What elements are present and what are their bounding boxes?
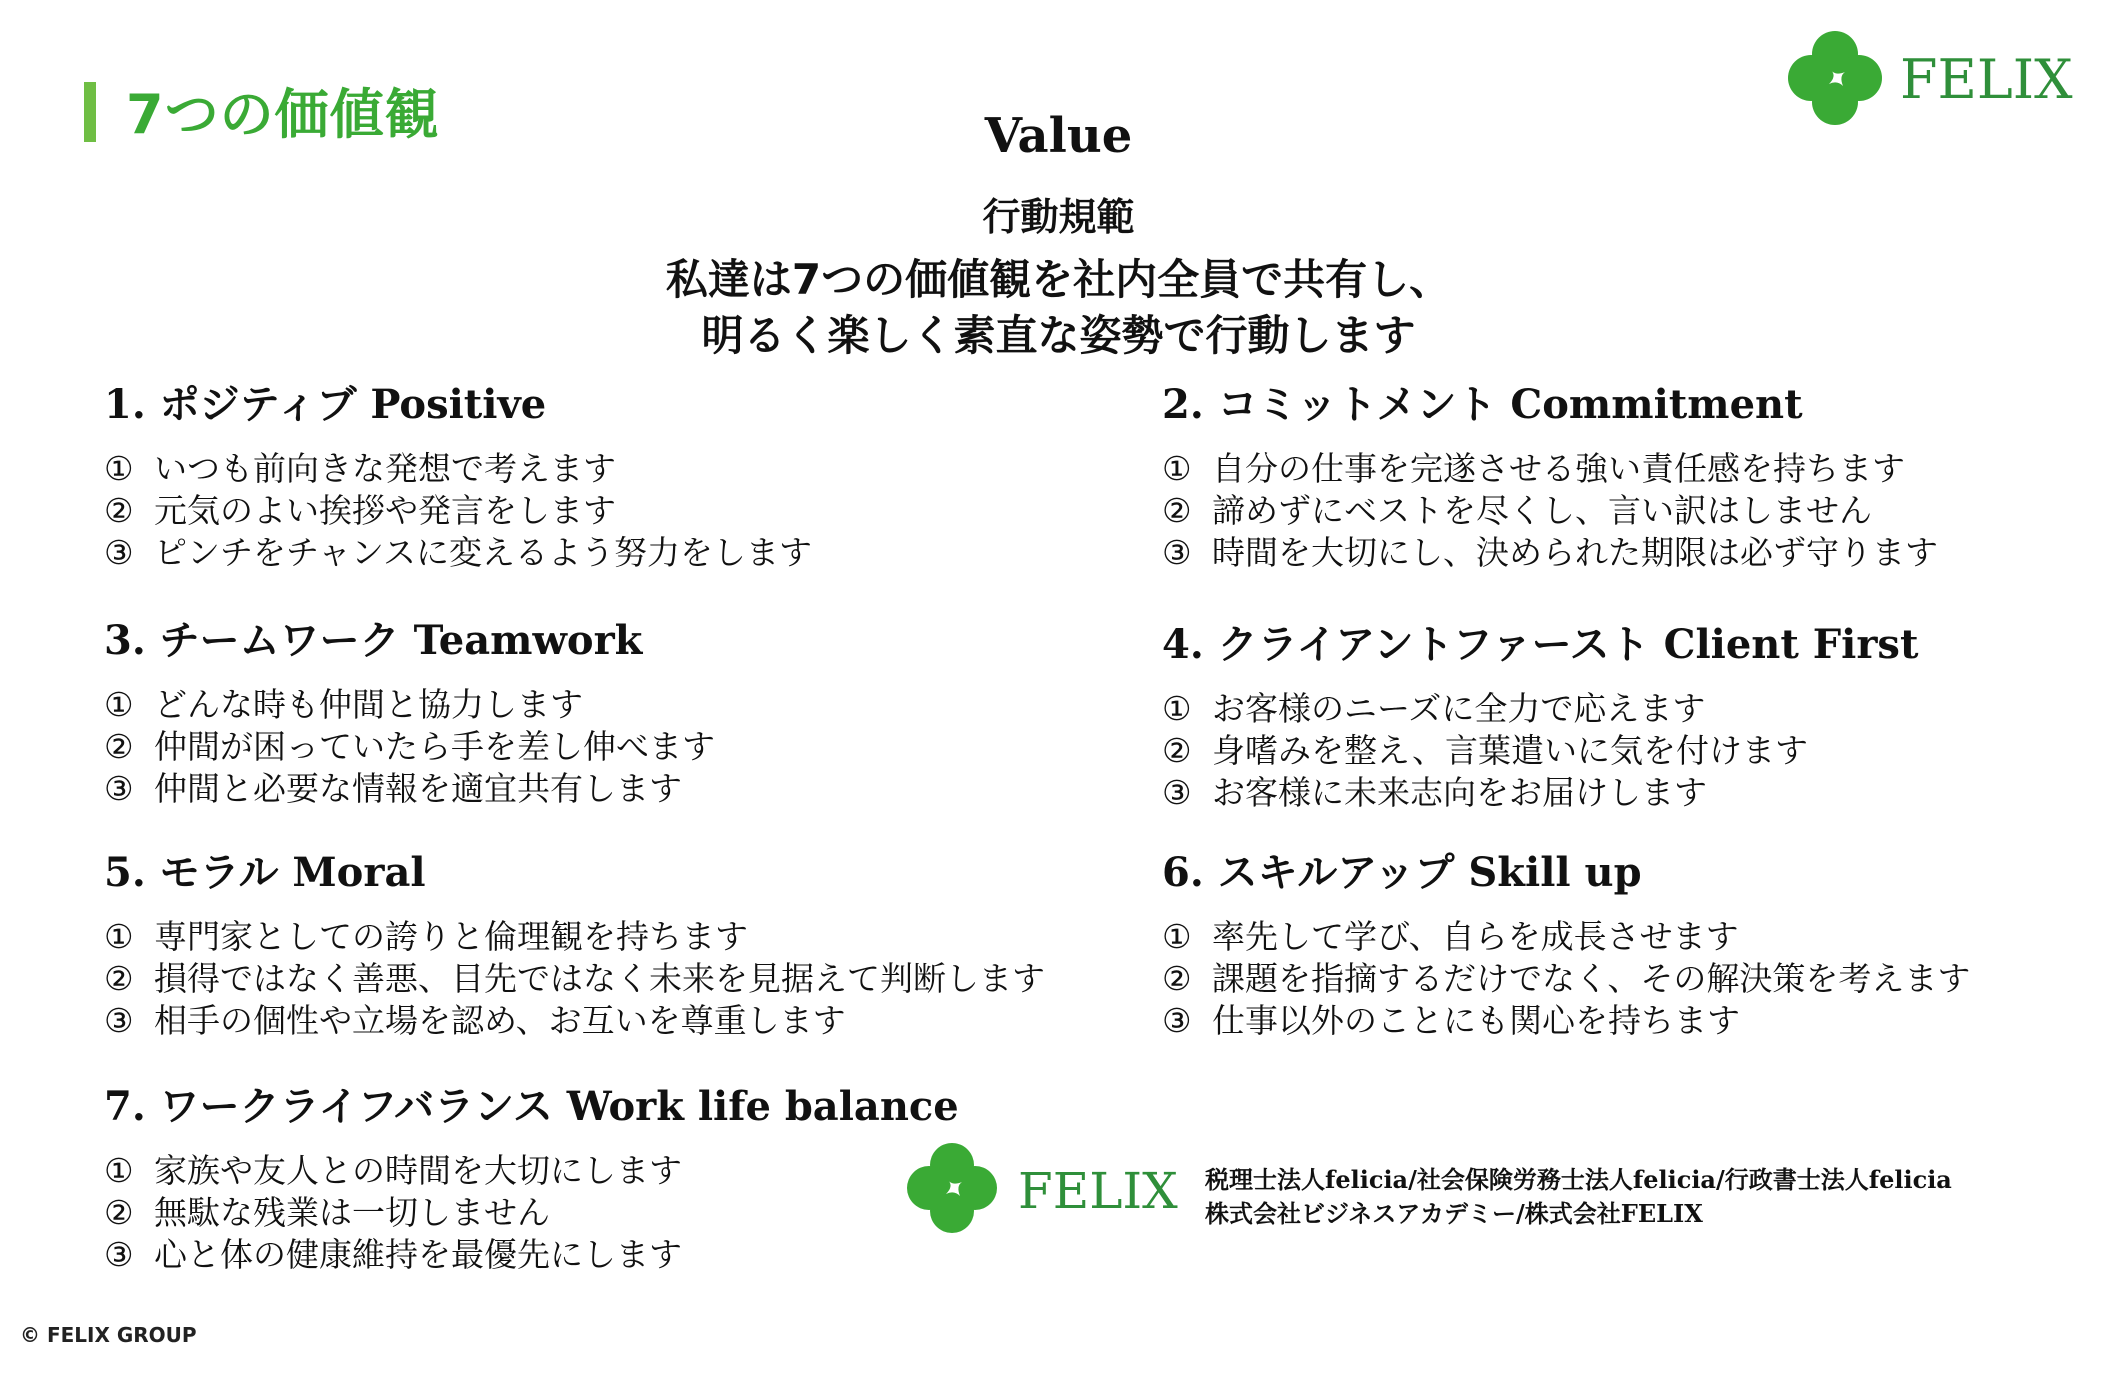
- clover-icon: [907, 1143, 997, 1233]
- list-item: ③ 仕事以外のことにも関心を持ちます: [1162, 1001, 1740, 1040]
- list-item: ① 専門家としての誇りと倫理観を持ちます: [104, 917, 748, 956]
- section-client-first: [1162, 618, 2117, 814]
- list-item: ② 身嗜みを整え、言葉遣いに気を付けます: [1162, 731, 1808, 770]
- list-item: ② 損得ではなく善悪、目先ではなく未来を見据えて判断します: [104, 959, 1045, 998]
- list-item: ③ 相手の個性や立場を認め、お互いを尊重します: [104, 1001, 846, 1040]
- motto: [0, 252, 2117, 364]
- list-item: ③ 仲間と必要な情報を適宜共有します: [104, 769, 682, 808]
- felix-logo-bottom: [900, 1132, 1190, 1242]
- list-item: ② 仲間が困っていたら手を差し伸べます: [104, 727, 715, 766]
- list-item: ③ 時間を大切にし、決められた期限は必ず守ります: [1162, 533, 1938, 572]
- section-title: 1. ポジティブ Positive: [104, 381, 547, 428]
- list-item: ① いつも前向きな発想で考えます: [104, 449, 616, 488]
- list-item: ② 元気のよい挨拶や発言をします: [104, 491, 616, 530]
- section-title: 7. ワークライフバランス Work life balance: [104, 1083, 959, 1130]
- section-positive: [104, 378, 1114, 574]
- section-title: 4. クライアントファースト Client First: [1162, 621, 1919, 668]
- company-line-1: 税理士法人felicia/社会保険労務士法人felicia/行政書士法人felicia: [1205, 1165, 1952, 1194]
- section-title: 3. チームワーク Teamwork: [104, 617, 643, 664]
- section-title: 2. コミットメント Commitment: [1162, 381, 1803, 428]
- list-item: ③ 心と体の健康維持を最優先にします: [104, 1235, 682, 1274]
- company-names: [1205, 1163, 1952, 1231]
- page-title: 7つの価値観: [126, 83, 440, 146]
- section-moral: [104, 846, 1114, 1042]
- list-item: ① 自分の仕事を完遂させる強い責任感を持ちます: [1162, 449, 1905, 488]
- section-commitment: [1162, 378, 2117, 574]
- list-item: ② 課題を指摘するだけでなく、その解決策を考えます: [1162, 959, 1971, 998]
- list-item: ③ ピンチをチャンスに変えるよう努力をします: [104, 533, 813, 572]
- list-item: ② 無駄な残業は一切しません: [104, 1193, 550, 1232]
- list-item: ① 率先して学び、自らを成長させます: [1162, 917, 1739, 956]
- brand-text: FELIX: [1018, 1162, 1178, 1220]
- list-item: ① 家族や友人との時間を大切にします: [104, 1151, 682, 1190]
- copyright: © FELIX GROUP: [20, 1323, 197, 1347]
- motto-line-2: 明るく楽しく素直な姿勢で行動します: [701, 311, 1416, 360]
- section-skill-up: [1162, 846, 2117, 1042]
- brand-text: FELIX: [1900, 48, 2073, 111]
- motto-line-1: 私達は7つの価値観を社内全員で共有し、: [665, 255, 1452, 304]
- list-item: ① お客様のニーズに全力で応えます: [1162, 689, 1706, 728]
- list-item: ① どんな時も仲間と協力します: [104, 685, 583, 724]
- list-item: ② 諦めずにベストを尽くし、言い訳はしません: [1162, 491, 1872, 530]
- company-line-2: 株式会社ビジネスアカデミー/株式会社FELIX: [1205, 1199, 1703, 1228]
- subheading: 行動規範: [982, 195, 1135, 239]
- section-title: 6. スキルアップ Skill up: [1162, 849, 1642, 896]
- section-teamwork: [104, 614, 1114, 810]
- section-title: 5. モラル Moral: [104, 849, 426, 896]
- value-heading: Value: [984, 108, 1133, 164]
- list-item: ③ お客様に未来志向をお届けします: [1162, 773, 1707, 812]
